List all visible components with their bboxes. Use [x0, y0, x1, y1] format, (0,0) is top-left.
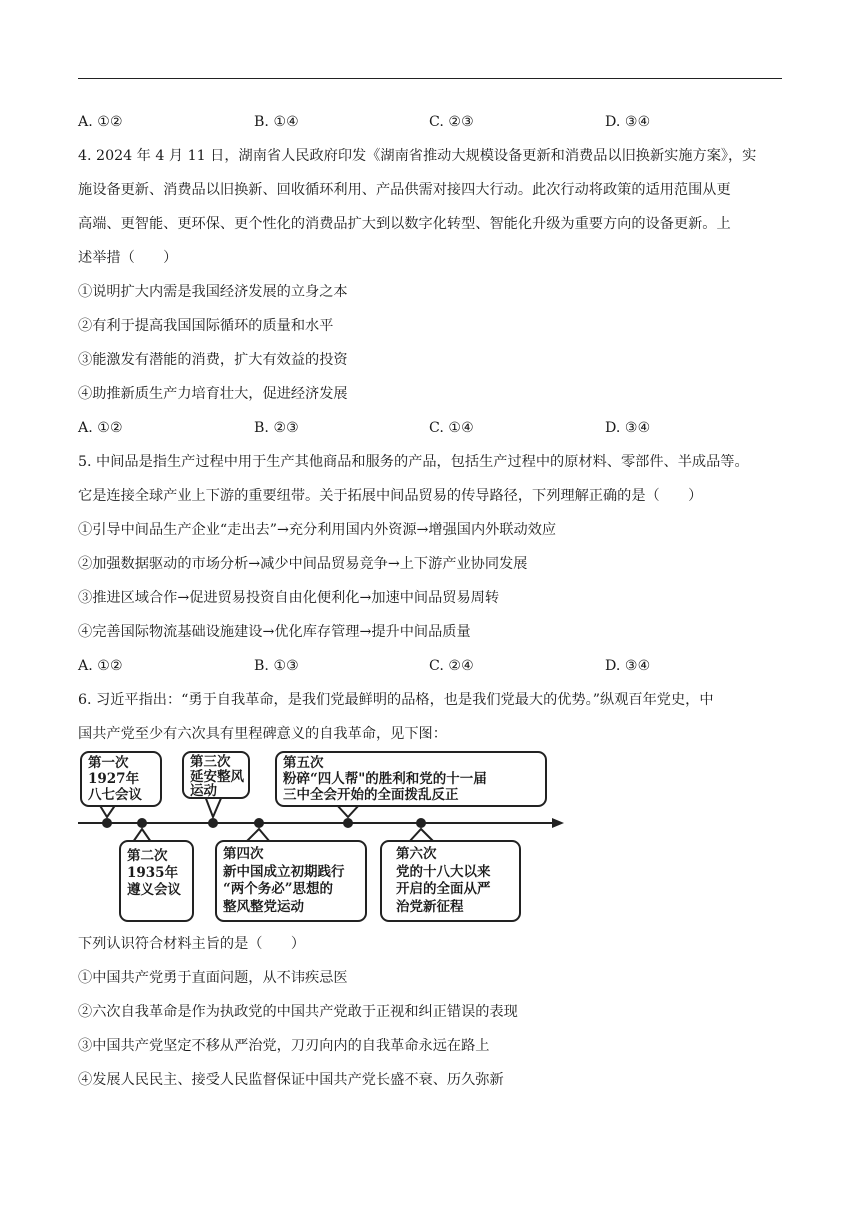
q4-stem-line: 4. 2024 年 4 月 11 日，湖南省人民政府印发《湖南省推动大规模设备更新和消费品以旧换新实施方案》，实 — [78, 148, 757, 164]
event-4-box — [215, 840, 367, 922]
event-4-desc: 整风整党运动 — [223, 898, 304, 915]
event-6-desc: 开启的全面从严 — [396, 881, 491, 897]
q6-stem-line: 国共产党至少有六次具有里程碑意义的自我革命，见下图： — [78, 726, 447, 742]
q6-question: 下列认识符合材料主旨的是（ ） — [78, 936, 306, 952]
q5-item-1: ①引导中间品生产企业“走出去”→充分利用国内外资源→增强国内外联动效应 — [78, 522, 557, 538]
q4-options — [78, 418, 782, 438]
q5-item-4: ④完善国际物流基础设施建设→优化库存管理→提升中间品质量 — [78, 624, 471, 640]
q4-stem-line: 高端、更智能、更环保、更个性化的消费品扩大到以数字化转型、智能化升级为重要方向的设备更新。上 — [78, 216, 731, 232]
event-6-desc: 党的十八大以来 — [396, 863, 491, 880]
q6-item-1: ①中国共产党勇于直面问题，从不讳疾忌医 — [78, 970, 348, 986]
event-5-desc: 粉碎“四人帮"的胜利和党的十一届 — [283, 771, 487, 787]
event-2-year: 1935年 — [127, 865, 179, 881]
q5-options — [78, 656, 782, 676]
event-5-box — [275, 751, 547, 807]
event-3-box — [182, 751, 250, 799]
q6-item-3: ③中国共产党坚定不移从严治党，刀刃向内的自我革命永远在路上 — [78, 1038, 490, 1054]
q5-item-3: ③推进区域合作→促进贸易投资自由化便利化→加速中间品贸易周转 — [78, 590, 500, 606]
q4-stem-line: 施设备更新、消费品以旧换新、回收循环利用、产品供需对接四大行动。此次行动将政策的适用范围从更 — [78, 182, 731, 198]
event-4-desc: “两个务必”思想的 — [223, 881, 334, 897]
prev-options — [78, 112, 782, 132]
event-2-box — [119, 840, 194, 922]
option-d[interactable]: D. ③④ — [605, 658, 651, 674]
q4-item-4: ④助推新质生产力培育壮大，促进经济发展 — [78, 386, 348, 402]
q5-stem-line: 5. 中间品是指生产过程中用于生产其他商品和服务的产品，包括生产过程中的原材料、零部件、半成品等。 — [78, 454, 749, 470]
event-1-box — [80, 751, 162, 807]
event-1-year: 1927年 — [88, 771, 140, 787]
q5-item-2: ②加强数据驱动的市场分析→减少中间品贸易竞争→上下游产业协同发展 — [78, 556, 528, 572]
option-c[interactable]: C. ②③ — [429, 114, 474, 130]
event-2-name: 遵义会议 — [127, 882, 181, 898]
option-b[interactable]: B. ①④ — [254, 114, 299, 130]
event-2-label: 第二次 — [127, 848, 168, 864]
q4-item-2: ②有利于提高我国国际循环的质量和水平 — [78, 318, 334, 334]
event-6-label: 第六次 — [396, 846, 437, 862]
event-1-label: 第一次 — [88, 755, 129, 771]
option-a[interactable]: A. ①② — [78, 420, 123, 436]
event-4-label: 第四次 — [223, 846, 264, 862]
event-3-label: 第三次 — [190, 754, 231, 770]
option-c[interactable]: C. ②④ — [429, 658, 474, 674]
option-b[interactable]: B. ②③ — [254, 420, 299, 436]
event-5-label: 第五次 — [283, 755, 324, 771]
q4-stem-line: 述举措（ ） — [78, 250, 178, 266]
header-rule — [78, 78, 782, 79]
event-1-name: 八七会议 — [88, 787, 142, 803]
event-5-desc: 三中全会开始的全面拨乱反正 — [283, 787, 459, 803]
option-a[interactable]: A. ①② — [78, 658, 123, 674]
event-6-box — [380, 840, 521, 922]
option-a[interactable]: A. ①② — [78, 114, 123, 130]
event-6-desc: 治党新征程 — [396, 898, 464, 915]
option-b[interactable]: B. ①③ — [254, 658, 299, 674]
option-d[interactable]: D. ③④ — [605, 420, 651, 436]
option-c[interactable]: C. ①④ — [429, 420, 474, 436]
event-4-desc: 新中国成立初期践行 — [223, 863, 345, 880]
option-d[interactable]: D. ③④ — [605, 114, 651, 130]
q4-item-3: ③能激发有潜能的消费，扩大有效益的投资 — [78, 352, 348, 368]
q6-item-4: ④发展人民民主、接受人民监督保证中国共产党长盛不衰、历久弥新 — [78, 1072, 504, 1088]
event-3-name-cont: 运动 — [190, 783, 217, 799]
timeline-diagram — [78, 748, 578, 928]
event-3-name: 延安整风 — [190, 768, 244, 785]
q6-item-2: ②六次自我革命是作为执政党的中国共产党敢于正视和纠正错误的表现 — [78, 1004, 518, 1020]
q4-item-1: ①说明扩大内需是我国经济发展的立身之本 — [78, 284, 348, 300]
q6-stem-line: 6. 习近平指出：“勇于自我革命，是我们党最鲜明的品格，也是我们党最大的优势。”纵观百年党史，中 — [78, 692, 714, 708]
q5-stem-line: 它是连接全球产业上下游的重要纽带。关于拓展中间品贸易的传导路径，下列理解正确的是（ ） — [78, 488, 703, 504]
